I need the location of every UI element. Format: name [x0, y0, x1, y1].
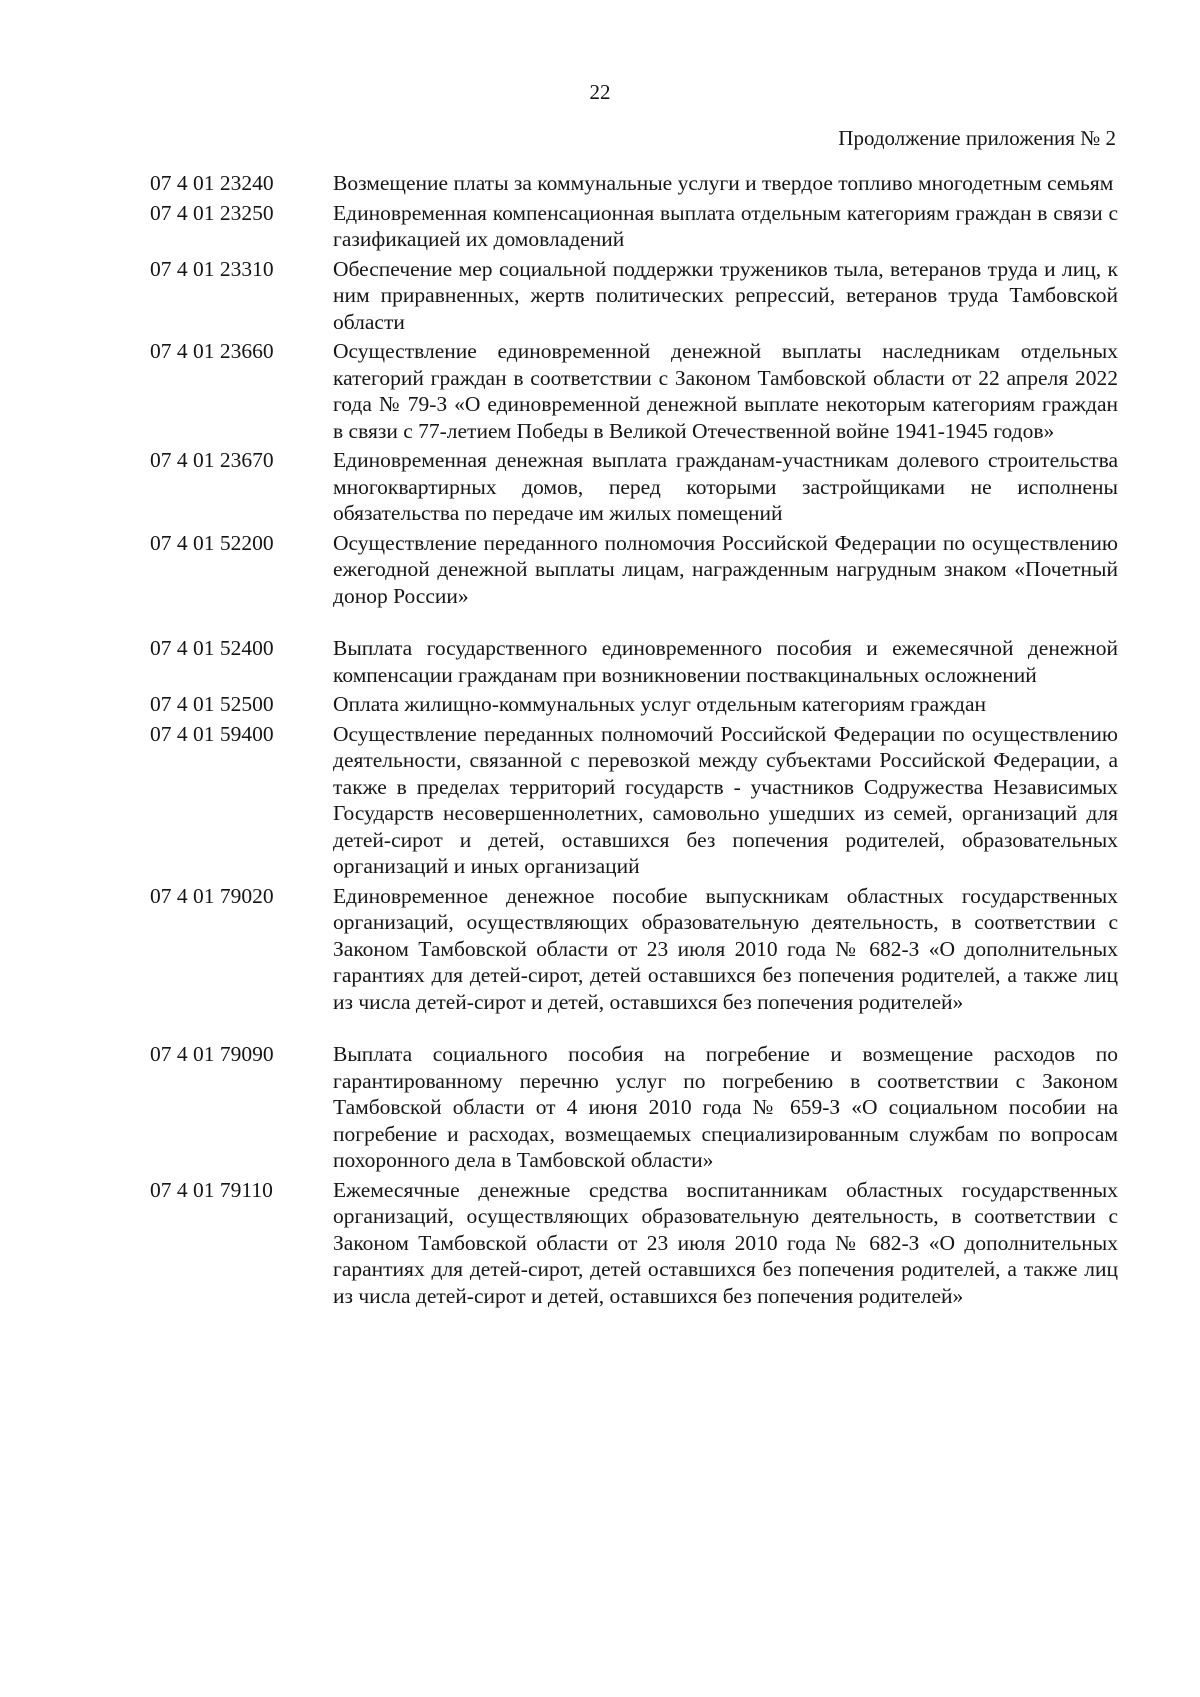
table-row	[150, 447, 1118, 527]
budget-code: 07 4 01 23310	[150, 256, 274, 281]
table-row	[150, 691, 1118, 718]
continuation-heading: Продолжение приложения № 2	[838, 126, 1116, 150]
budget-code: 07 4 01 23670	[150, 448, 274, 472]
classification-table	[150, 170, 1118, 1312]
table-row	[150, 200, 1118, 253]
table-row	[150, 170, 1118, 197]
budget-code: 07 4 01 23240	[150, 171, 274, 195]
code-description: Осуществление единовременной денежной выплаты наследникам отдельных категорий граждан в соответствии с Законом Тамбовской области от 22 апреля 2022 года № 79-З «О единовременной денежной выплате некоторым категориям граждан в связи с 77-летием Победы в Великой Отечественной войне 1941-1945 годов»	[333, 339, 1118, 443]
budget-code: 07 4 01 79020	[150, 883, 274, 908]
table-row	[150, 530, 1118, 610]
table-row	[150, 338, 1118, 444]
budget-code: 07 4 01 79090	[150, 1042, 274, 1066]
budget-code: 07 4 01 79110	[150, 1177, 273, 1202]
code-description: Выплата социального пособия на погребение и возмещение расходов по гарантированному перечню услуг по погребению в соответствии с Законом Тамбовской области от 4 июня 2010 года № 659-З «О социальном пособии на погребение и расходах, возмещаемых специализированным службам по вопросам похоронного дела в Тамбовской области»	[333, 1042, 1118, 1172]
code-description: Единовременная денежная выплата гражданам-участникам долевого строительства многоквартирных домов, перед которыми застройщиками не исполнены обязательства по передаче им жилых помещений	[333, 448, 1118, 525]
budget-code: 07 4 01 52500	[150, 692, 274, 716]
budget-code: 07 4 01 52200	[150, 530, 274, 555]
budget-code: 07 4 01 23660	[150, 339, 274, 363]
code-description: Выплата государственного единовременного пособия и ежемесячной денежной компенсации гражданам при возникновении поствакцинальных осложнений	[333, 636, 1118, 687]
code-description: Единовременное денежное пособие выпускникам областных государственных организаций, осуществляющих образовательную деятельность, в соответствии с Законом Тамбовской области от 23 июля 2010 года № 682-З «О дополнительных гарантиях для детей-сирот, детей оставшихся без попечения родителей, а также лиц из числа детей-сирот и детей, оставшихся без попечения родителей»	[333, 883, 1118, 1014]
table-row	[150, 256, 1118, 336]
code-description: Осуществление переданных полномочий Российской Федерации по осуществлению деятельности, связанной с перевозкой между субъектами Российской Федерации, а также в пределах территорий государств - участников Содружества Независимых Государств несовершеннолетних, самовольно ушедших из семей, организаций для детей-сирот и детей, оставшихся без попечения родителей, образовательных организаций и иных организаций	[333, 721, 1118, 878]
code-description: Единовременная компенсационная выплата отдельным категориям граждан в связи с газификацией их домовладений	[333, 200, 1118, 251]
table-row	[150, 721, 1118, 880]
table-row	[150, 1041, 1118, 1174]
code-description: Ежемесячные денежные средства воспитанникам областных государственных организаций, осуществляющих образовательную деятельность, в соответствии с Законом Тамбовской области от 23 июля 2010 года № 682-З «О дополнительных гарантиях для детей-сирот, детей оставшихся без попечения родителей, а также лиц из числа детей-сирот и детей, оставшихся без попечения родителей»	[333, 1177, 1118, 1308]
code-description: Обеспечение мер социальной поддержки тружеников тыла, ветеранов труда и лиц, к ним приравненных, жертв политических репрессий, ветеранов труда Тамбовской области	[333, 256, 1118, 334]
code-description: Осуществление переданного полномочия Российской Федерации по осуществлению ежегодной денежной выплаты лицам, награжденным нагрудным знаком «Почетный донор России»	[333, 530, 1118, 608]
budget-code: 07 4 01 59400	[150, 721, 274, 746]
code-description: Возмещение платы за коммунальные услуги и твердое топливо многодетным семьям	[333, 171, 1114, 195]
table-row	[150, 883, 1118, 1016]
table-row	[150, 1177, 1118, 1310]
budget-code: 07 4 01 52400	[150, 636, 274, 660]
table-row	[150, 635, 1118, 688]
code-description: Оплата жилищно-коммунальных услуг отдельным категориям граждан	[333, 692, 987, 716]
budget-code: 07 4 01 23250	[150, 200, 274, 225]
page-number: 22	[589, 80, 611, 104]
